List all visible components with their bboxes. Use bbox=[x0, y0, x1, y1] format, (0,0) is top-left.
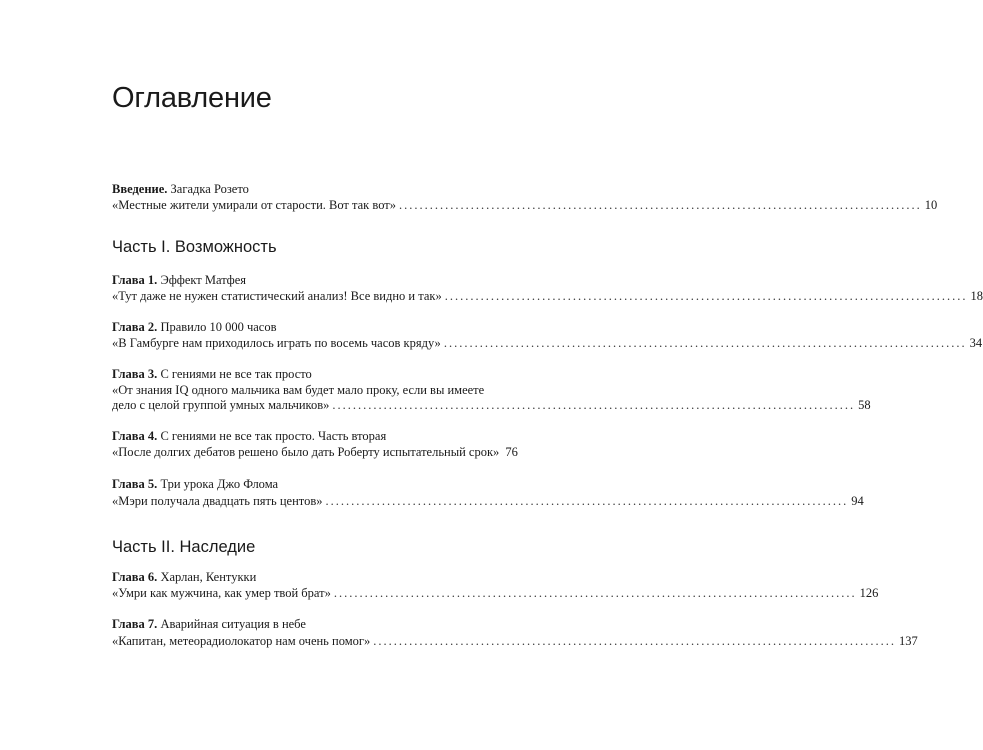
chapter-label: Глава 1. bbox=[112, 273, 158, 287]
chapter-7-heading bbox=[112, 617, 306, 632]
toc-entry-chapter-2[interactable] bbox=[112, 336, 983, 351]
dot-leader: ...................................................................................................... bbox=[444, 289, 968, 303]
chapter-6-heading bbox=[112, 570, 256, 585]
chapter-page-number: 18 bbox=[970, 289, 983, 303]
toc-entry-chapter-7[interactable] bbox=[112, 634, 918, 649]
chapter-title: Правило 10 000 часов bbox=[160, 320, 277, 334]
chapter-quote: дело с целой группой умных мальчиков» bbox=[112, 398, 330, 412]
chapter-quote: «Тут даже не нужен статистический анализ! Все видно и так» bbox=[112, 289, 442, 303]
chapter-title: С гениями не все так просто bbox=[160, 367, 312, 381]
dot-leader: ...................................................................................................... bbox=[399, 198, 922, 212]
chapter-label: Глава 6. bbox=[112, 570, 158, 584]
dot-leader: ...................................................................................................... bbox=[333, 586, 857, 600]
toc-entry-chapter-4[interactable] bbox=[112, 445, 518, 460]
chapter-2-heading bbox=[112, 320, 277, 335]
chapter-3-heading bbox=[112, 367, 312, 382]
chapter-quote-line-1: «От знания IQ одного мальчика вам будет мало проку, если вы имеете bbox=[112, 383, 485, 397]
dot-leader: ...................................................................................................... bbox=[443, 336, 967, 350]
intro-heading bbox=[112, 182, 249, 197]
intro-label: Введение. bbox=[112, 182, 168, 196]
chapter-quote: «Умри как мужчина, как умер твой брат» bbox=[112, 586, 331, 600]
toc-entry-chapter-3[interactable] bbox=[112, 383, 871, 413]
chapter-quote: «В Гамбурге нам приходилось играть по восемь часов кряду» bbox=[112, 336, 441, 350]
chapter-title: Харлан, Кентукки bbox=[160, 570, 257, 584]
part-1-title: Часть I. Возможность bbox=[112, 238, 277, 256]
chapter-page-number: 126 bbox=[859, 586, 879, 600]
chapter-page-number: 94 bbox=[851, 494, 864, 508]
toc-entry-chapter-6[interactable] bbox=[112, 586, 879, 601]
chapter-page-number: 76 bbox=[505, 445, 518, 459]
chapter-quote: «Капитан, метеорадиолокатор нам очень помог» bbox=[112, 634, 371, 648]
toc-entry-chapter-1[interactable] bbox=[112, 289, 983, 304]
chapter-label: Глава 3. bbox=[112, 367, 158, 381]
intro-page-number: 10 bbox=[924, 198, 938, 212]
chapter-4-heading bbox=[112, 429, 386, 444]
page-title: Оглавление bbox=[112, 82, 272, 114]
chapter-label: Глава 4. bbox=[112, 429, 158, 443]
chapter-page-number: 58 bbox=[858, 398, 871, 412]
chapter-title: Аварийная ситуация в небе bbox=[160, 617, 306, 631]
chapter-title: Три урока Джо Флома bbox=[160, 477, 279, 491]
chapter-label: Глава 7. bbox=[112, 617, 158, 631]
chapter-quote: «После долгих дебатов решено было дать Роберту испытательный срок» bbox=[112, 445, 500, 459]
intro-title: Загадка Розето bbox=[170, 182, 249, 196]
chapter-page-number: 34 bbox=[969, 336, 983, 350]
chapter-title: Эффект Матфея bbox=[160, 273, 247, 287]
chapter-title: С гениями не все так просто. Часть вторая bbox=[160, 429, 387, 443]
toc-entry-chapter-5[interactable] bbox=[112, 494, 864, 509]
chapter-page-number: 137 bbox=[899, 634, 918, 648]
chapter-label: Глава 5. bbox=[112, 477, 158, 491]
chapter-5-heading bbox=[112, 477, 278, 492]
dot-leader: ...................................................................................................... bbox=[332, 398, 856, 412]
chapter-quote: «Мэри получала двадцать пять центов» bbox=[112, 494, 323, 508]
intro-quote: «Местные жители умирали от старости. Вот так вот» bbox=[112, 198, 396, 212]
dot-leader: ...................................................................................................... bbox=[325, 494, 849, 508]
chapter-label: Глава 2. bbox=[112, 320, 158, 334]
part-2-title: Часть II. Наследие bbox=[112, 538, 256, 556]
toc-entry-intro[interactable] bbox=[112, 198, 938, 213]
chapter-1-heading bbox=[112, 273, 246, 288]
dot-leader: ...................................................................................................... bbox=[373, 634, 896, 648]
